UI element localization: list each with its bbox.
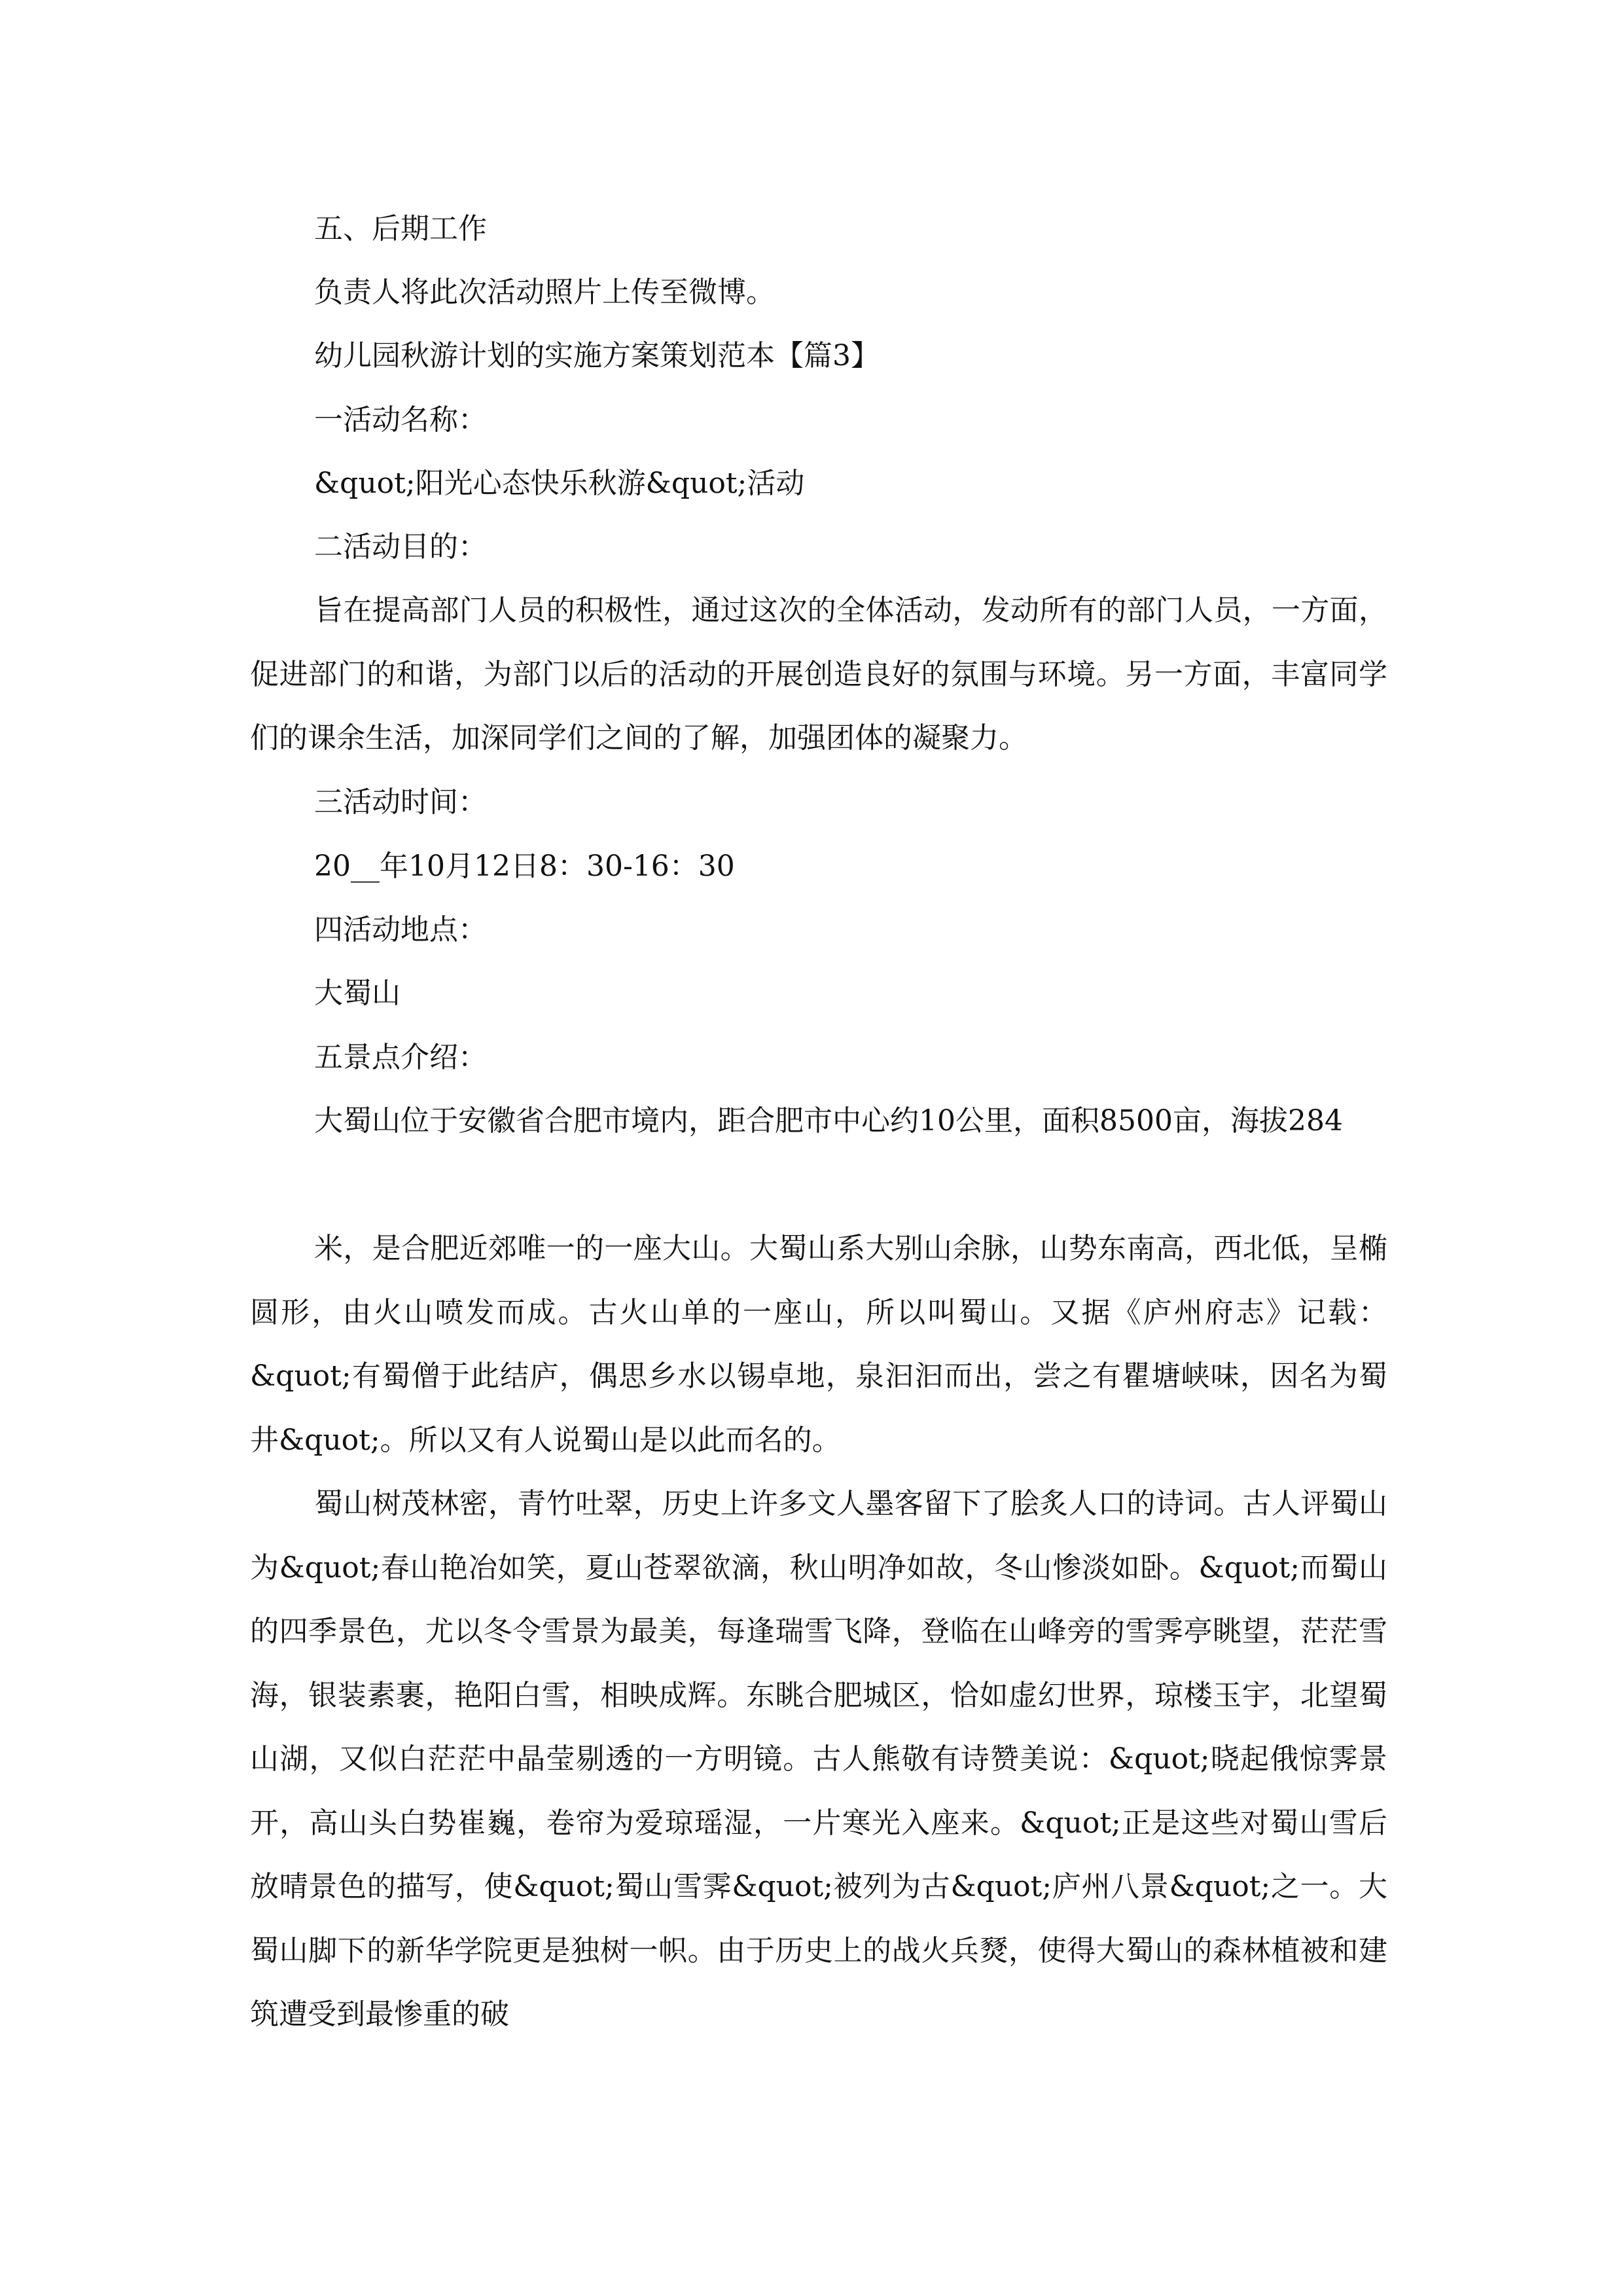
heading-activity-location: 四活动地点： [314, 913, 487, 946]
text-activity-time: 20__年10月12日8：30-16：30 [314, 850, 735, 883]
paragraph-intro-1: 大蜀山位于安徽省合肥市境内，距合肥市中心约10公里，面积8500亩，海拔284 [314, 1104, 1343, 1138]
paragraph-intro-2: 米，是合肥近郊唯一的一座大山。大蜀山系大别山余脉，山势东南高，西北低，呈椭圆形，由火山喷发而成。古火山单的一座山，所以叫蜀山。又据《庐州府志》记载：&quot;有蜀僧于此结庐，偶思乡水以锡卓地，泉汩汩而出，尝之有瞿塘峡味，因名为蜀井&quot;。所以又有人说蜀山是以此而名的。 [250, 1232, 1387, 1457]
text-upload-photos: 负责人将此次活动照片上传至微博。 [314, 276, 775, 309]
paragraph-activity-purpose: 旨在提高部门人员的积极性，通过这次的全体活动，发动所有的部门人员，一方面，促进部门的和谐，为部门以后的活动的开展创造良好的氛围与环境。另一方面，丰富同学们的课余生活，加深同学们之间的了解，加强团体的凝聚力。 [250, 594, 1387, 755]
heading-later-work: 五、后期工作 [314, 212, 487, 245]
heading-scenic-intro: 五景点介绍： [314, 1041, 487, 1074]
text-activity-location: 大蜀山 [314, 977, 401, 1010]
heading-activity-name: 一活动名称： [314, 403, 487, 437]
section-title-part3: 幼儿园秋游计划的实施方案策划范本【篇3】 [314, 339, 880, 372]
text-activity-name: &quot;阳光心态快乐秋游&quot;活动 [314, 467, 805, 500]
paragraph-intro-3: 蜀山树茂林密，青竹吐翠，历史上许多文人墨客留下了脍炙人口的诗词。古人评蜀山为&quot;春山艳冶如笑，夏山苍翠欲滴，秋山明净如故，冬山惨淡如卧。&quot;而蜀山的四季景色，尤以冬令雪景为最美，每逢瑞雪飞降，登临在山峰旁的雪霁亭眺望，茫茫雪海，银装素裹，艳阳白雪，相映成辉。东眺合肥城区，恰如虚幻世界，琼楼玉宇，北望蜀山湖，又似白茫茫中晶莹剔透的一方明镜。古人熊敬有诗赞美说：&quot;晓起俄惊霁景开，高山头白势崔巍，卷帘为爱琼瑶湿，一片寒光入座来。&quot;正是这些对蜀山雪后放晴景色的描写，使&quot;蜀山雪霁&quot;被列为古&quot;庐州八景&quot;之一。大蜀山脚下的新华学院更是独树一帜。由于历史上的战火兵燹，使得大蜀山的森林植被和建筑遭受到最惨重的破 [250, 1487, 1387, 2031]
heading-activity-purpose: 二活动目的： [314, 530, 487, 564]
heading-activity-time: 三活动时间： [314, 785, 487, 819]
